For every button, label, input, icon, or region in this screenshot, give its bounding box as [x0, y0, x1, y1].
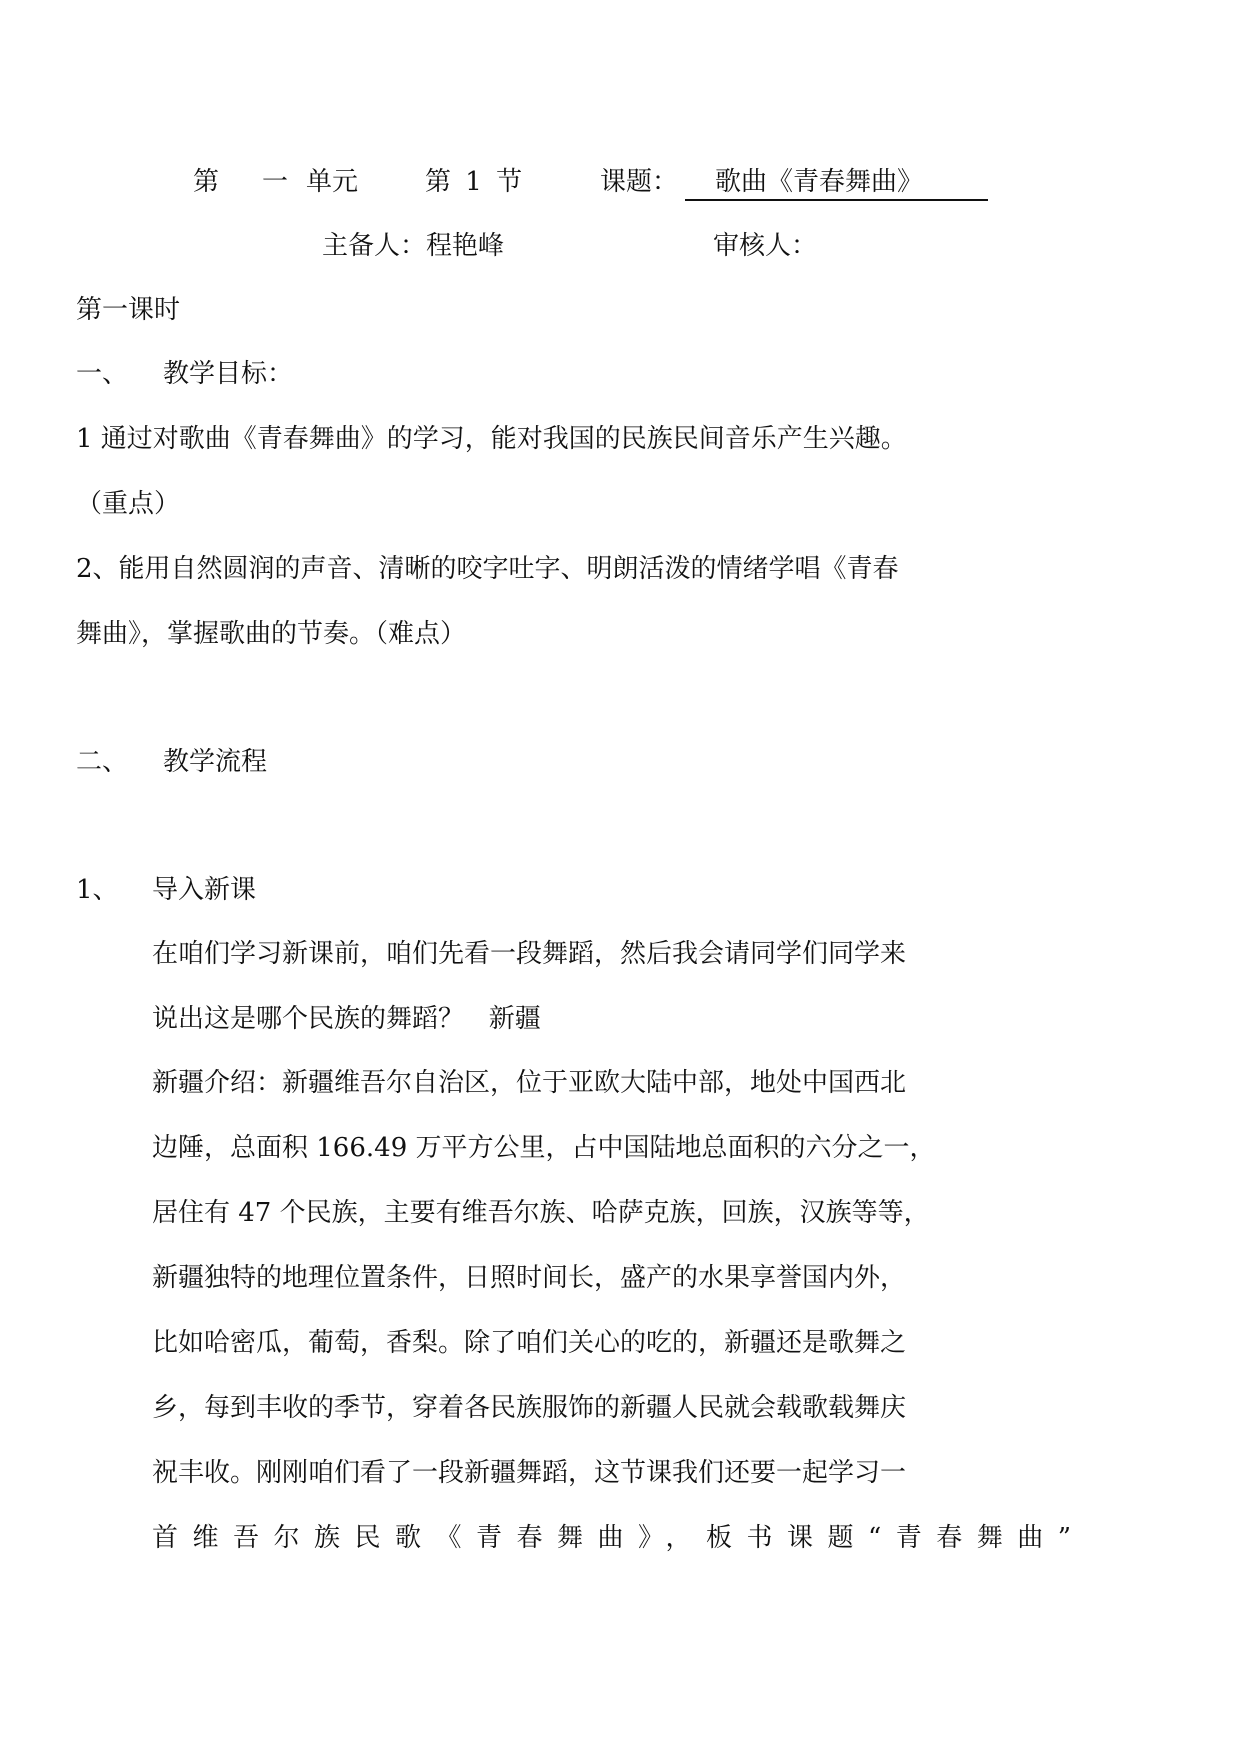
paragraph-1-line-1: 在咱们学习新课前，咱们先看一段舞蹈，然后我会请同学们同学来: [152, 939, 907, 969]
topic-underline: [685, 199, 988, 201]
objective-1-line-2: （重点）: [76, 489, 181, 519]
objective-2-line-1: 2、能用自然圆润的声音、清晰的咬字吐字、明朗活泼的情绪学唱《青春: [76, 554, 899, 584]
paragraph-2-line-4: 新疆独特的地理位置条件，日照时间长，盛产的水果享誉国内外，: [152, 1263, 907, 1293]
objectives-heading: 教学目标：: [163, 359, 294, 389]
unit-suffix: 单元: [306, 167, 359, 197]
section-label: 第 1 节: [425, 167, 523, 197]
topic-label: 课题：: [600, 167, 679, 197]
objective-2-line-2: 舞曲》，掌握歌曲的节奏。（难点）: [76, 619, 467, 649]
paragraph-1-line-2: 说出这是哪个民族的舞蹈？ 新疆: [152, 1004, 541, 1034]
topic-value: 歌曲《青春舞曲》: [715, 167, 924, 197]
process-number: 二、: [76, 747, 129, 777]
unit-number: 一: [262, 167, 289, 197]
paragraph-2-line-8: 首维吾尔族民歌《青春舞曲》，板书课题“青春舞曲”: [152, 1523, 1086, 1553]
step-1-heading: 导入新课: [152, 875, 257, 905]
step-1-number: 1、: [76, 875, 119, 905]
objectives-number: 一、: [76, 359, 129, 389]
paragraph-2-line-3: 居住有 47 个民族，主要有维吾尔族、哈萨克族，回族，汉族等等，: [152, 1198, 930, 1228]
paragraph-2-line-1: 新疆介绍：新疆维吾尔自治区，位于亚欧大陆中部，地处中国西北: [152, 1068, 907, 1098]
paragraph-2-line-2: 边陲，总面积 166.49 万平方公里，占中国陆地总面积的六分之一，: [152, 1133, 936, 1163]
paragraph-2-line-5: 比如哈密瓜，葡萄，香梨。除了咱们关心的吃的，新疆还是歌舞之: [152, 1328, 907, 1358]
unit-prefix: 第: [193, 167, 220, 197]
objective-1-line-1: 1 通过对歌曲《青春舞曲》的学习，能对我国的民族民间音乐产生兴趣。: [76, 424, 907, 454]
paragraph-2-line-6: 乡，每到丰收的季节，穿着各民族服饰的新疆人民就会载歌载舞庆: [152, 1393, 907, 1423]
lesson-period: 第一课时: [76, 295, 181, 325]
preparer-label: 主备人：程艳峰: [322, 231, 505, 261]
process-heading: 教学流程: [163, 747, 268, 777]
paragraph-2-line-7: 祝丰收。刚刚咱们看了一段新疆舞蹈，这节课我们还要一起学习一: [152, 1458, 907, 1488]
reviewer-label: 审核人：: [713, 231, 818, 261]
